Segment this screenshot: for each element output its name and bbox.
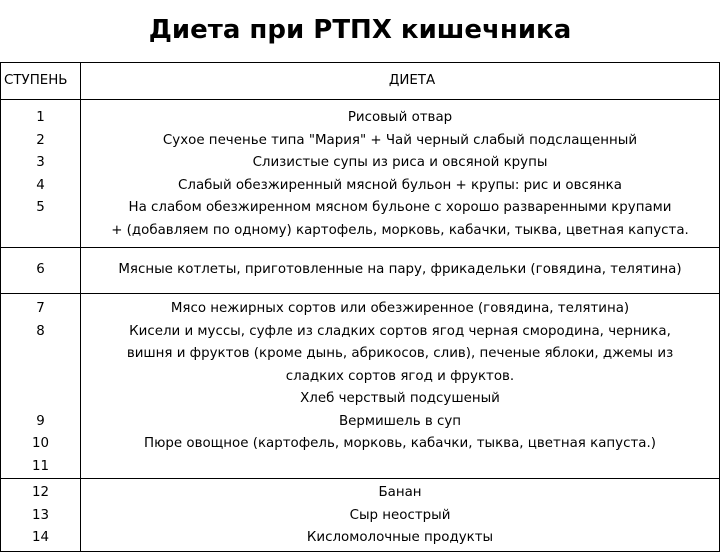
step-cell xyxy=(1,248,81,294)
step-number: 10 xyxy=(31,436,50,451)
table-row xyxy=(1,294,720,479)
table-row xyxy=(1,248,720,294)
step-number: 7 xyxy=(36,301,45,316)
diet-line: На слабом обезжиренном мясном бульоне с хорошо разваренными крупами xyxy=(128,200,672,215)
diet-line: Пюре овощное (картофель, морковь, кабачки, тыква, цветная капуста.) xyxy=(144,436,656,451)
header-diet: ДИЕТА xyxy=(81,63,720,100)
page-title: Диета при РТПХ кишечника xyxy=(148,15,572,45)
step-number: 11 xyxy=(31,458,50,474)
table-row xyxy=(1,100,720,248)
header-step: СТУПЕНЬ xyxy=(1,63,81,100)
header-row xyxy=(1,63,720,100)
diet-cell xyxy=(81,100,720,248)
diet-line: Мясо нежирных сортов или обезжиренное (говядина, телятина) xyxy=(170,301,630,316)
diet-line: Кисели и муссы, суфле из сладких сортов ягод черная смородина, черника, xyxy=(129,323,671,339)
diet-line: Рисовый отвар xyxy=(347,110,453,125)
diet-cell xyxy=(81,479,720,552)
step-cell xyxy=(1,100,81,248)
diet-line: Сыр неострый xyxy=(349,507,451,523)
step-number: 6 xyxy=(36,262,45,278)
step-number: 9 xyxy=(36,413,45,429)
step-number: 14 xyxy=(31,530,50,545)
diet-line: вишня и фруктов (кроме дынь, абрикосов, слив), печеные яблоки, джемы из xyxy=(126,346,674,361)
diet-cell xyxy=(81,294,720,479)
step-number: 1 xyxy=(36,110,45,125)
diet-line: Вермишель в суп xyxy=(338,413,462,429)
step-number: 12 xyxy=(31,485,50,500)
step-number: 13 xyxy=(31,507,50,523)
diet-line: Кисломолочные продукты xyxy=(306,530,494,545)
diet-line: сладких сортов ягод и фруктов. xyxy=(285,368,515,384)
step-number: 5 xyxy=(36,200,45,215)
table-row xyxy=(1,479,720,552)
diet-table xyxy=(0,62,720,552)
diet-line: Банан xyxy=(378,485,422,500)
diet-line: Хлеб черствый подсушеный xyxy=(300,391,500,406)
diet-cell xyxy=(81,248,720,294)
step-number: 4 xyxy=(36,177,45,193)
diet-line: Слабый обезжиренный мясной бульон + крупы: рис и овсянка xyxy=(178,177,622,193)
step-cell xyxy=(1,479,81,552)
diet-line: Слизистые супы из риса и овсяной крупы xyxy=(252,155,548,170)
diet-line: Мясные котлеты, приготовленные на пару, фрикадельки (говядина, телятина) xyxy=(118,262,682,278)
step-number: 8 xyxy=(36,323,45,339)
step-number: 3 xyxy=(36,155,45,170)
diet-line: + (добавляем по одному) картофель, морковь, кабачки, тыква, цветная капуста. xyxy=(111,222,689,238)
step-number: 2 xyxy=(36,132,45,148)
diet-line: Сухое печенье типа "Мария" + Чай черный слабый подслащенный xyxy=(162,132,638,148)
step-cell xyxy=(1,294,81,479)
